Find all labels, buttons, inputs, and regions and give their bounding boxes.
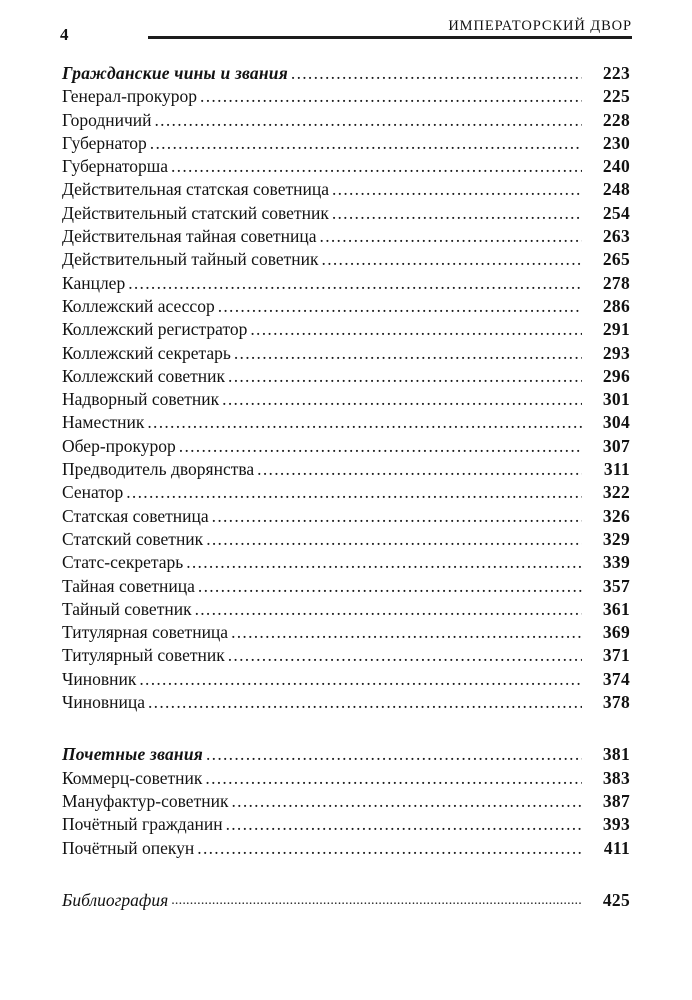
dot-leader [155, 109, 583, 132]
header-rule [148, 36, 632, 39]
toc-entry-title: Гражданские чины и звания [62, 63, 288, 83]
toc-entry-title: Действительный тайный советник [62, 249, 319, 270]
toc-entry-page-number: 228 [602, 109, 630, 130]
dot-leader [257, 458, 582, 481]
toc-entry-row[interactable] [62, 644, 630, 667]
toc-entry-title: Статс-секретарь [62, 552, 184, 573]
toc-entry-row[interactable] [62, 767, 630, 790]
dot-leader [234, 342, 582, 365]
toc-entry-page-number: 326 [602, 505, 630, 526]
dot-leader [128, 272, 582, 295]
toc-entry-page-number: 248 [602, 179, 630, 200]
dot-leader [186, 551, 582, 574]
dot-leader [231, 621, 582, 644]
toc-entry-row[interactable] [62, 132, 630, 155]
toc-entry-page-number: 278 [602, 272, 630, 293]
dot-leader [231, 790, 582, 813]
toc-entry-title: Статская советница [62, 505, 209, 526]
toc-entry-title: Мануфактур-советник [62, 790, 229, 811]
toc-entry-title: Действительная тайная советница [62, 226, 317, 247]
toc-entry-title: Коллежский секретарь [62, 342, 231, 363]
dot-leader [206, 528, 582, 551]
toc-entry-row[interactable] [62, 365, 630, 388]
dot-leader [206, 743, 582, 766]
toc-entry-row[interactable] [62, 272, 630, 295]
dot-leader [322, 248, 582, 271]
toc-entry-page-number: 329 [602, 528, 630, 549]
dot-leader [147, 411, 582, 434]
toc-entry-title: Наместник [62, 412, 145, 433]
toc-entry-title: Генерал-прокурор [62, 86, 198, 107]
toc-entry-page-number: 425 [602, 889, 630, 910]
toc-entry-row[interactable] [62, 248, 630, 271]
toc-entry-page-number: 293 [602, 342, 630, 363]
toc-entry-title: Сенатор [62, 482, 124, 503]
toc-entry-title: Предводитель дворянства [62, 459, 255, 480]
running-head [0, 18, 692, 50]
toc-entry-title: Действительная статская советница [62, 179, 329, 200]
toc-entry-page-number: 381 [602, 744, 630, 765]
dot-leader [212, 505, 582, 528]
toc-entry-title: Действительный статский советник [62, 202, 329, 223]
toc-entry-page-number: 265 [602, 249, 630, 270]
toc-entry-row[interactable] [62, 528, 630, 551]
toc-entry-title: Библиография [62, 889, 169, 910]
toc-entry-row[interactable] [62, 481, 630, 504]
dot-leader [226, 813, 582, 836]
dot-leader [200, 85, 582, 108]
toc-entry-title: Чиновник [62, 668, 137, 689]
toc-entry-row[interactable] [62, 155, 630, 178]
toc-entry-row[interactable] [62, 85, 630, 108]
dot-leader [150, 132, 582, 155]
toc-entry-row[interactable] [62, 813, 630, 836]
toc-entry-row[interactable] [62, 435, 630, 458]
toc-entry-title: Тайная советница [62, 575, 195, 596]
toc-entry-row[interactable] [62, 388, 630, 411]
toc-entry-title: Обер-прокурор [62, 435, 176, 456]
dot-leader [228, 644, 582, 667]
toc-entry-row[interactable] [62, 411, 630, 434]
toc-entry-page-number: 371 [602, 645, 630, 666]
toc-entry-page-number: 291 [602, 319, 630, 340]
dot-leader [179, 435, 582, 458]
dot-leader [250, 318, 582, 341]
toc-entry-page-number: 230 [602, 132, 630, 153]
toc-entry-page-number: 304 [602, 412, 630, 433]
toc-entry-page-number: 369 [602, 622, 630, 643]
toc-entry-title: Канцлер [62, 272, 126, 293]
dot-leader [197, 837, 582, 860]
dot-leader [291, 62, 582, 85]
toc-entry-page-number: 311 [603, 459, 630, 480]
toc-entry-page-number: 225 [602, 86, 630, 107]
dot-leader [205, 767, 582, 790]
dot-leader [171, 155, 582, 178]
toc-entry-title: Коммерц-советник [62, 767, 203, 788]
toc-entry-page-number: 411 [603, 837, 630, 858]
dot-leader [195, 598, 582, 621]
toc-entry-title: Коллежский регистратор [62, 319, 248, 340]
toc-entry-title: Губернаторша [62, 156, 168, 177]
toc-entry-page-number: 387 [602, 790, 630, 811]
toc-entry-title: Коллежский советник [62, 365, 226, 386]
dot-leader [139, 668, 582, 691]
toc-entry-page-number: 378 [602, 692, 630, 713]
toc-entry-title: Чиновница [62, 692, 145, 713]
toc-entry-page-number: 307 [602, 435, 630, 456]
dot-leader [218, 295, 582, 318]
toc-entry-page-number: 322 [602, 482, 630, 503]
toc-entry-page-number: 374 [602, 668, 630, 689]
toc-entry-page-number: 357 [602, 575, 630, 596]
dot-leader [228, 365, 582, 388]
toc-entry-page-number: 286 [602, 295, 630, 316]
toc-entry-title: Титулярная советница [62, 622, 229, 643]
dot-leader [148, 691, 582, 714]
dot-leader [332, 202, 582, 225]
toc-entry-row[interactable] [62, 551, 630, 574]
toc-entry-row[interactable] [62, 178, 630, 201]
toc-entry-row[interactable] [62, 575, 630, 598]
toc-entry-title: Почетные звания [62, 744, 203, 765]
toc-entry-page-number: 383 [602, 767, 630, 788]
toc-entry-row[interactable] [62, 668, 630, 691]
toc-section-row[interactable] [62, 62, 630, 85]
toc-entry-title: Почётный гражданин [62, 814, 223, 835]
dot-leader [222, 388, 582, 411]
dot-leader [171, 889, 582, 912]
toc-entry-row[interactable] [62, 458, 630, 481]
toc-entry-row[interactable] [62, 342, 630, 365]
table-of-contents [62, 62, 630, 912]
toc-entry-row[interactable] [62, 691, 630, 714]
dot-leader [320, 225, 582, 248]
toc-entry-page-number: 393 [602, 814, 630, 835]
toc-entry-row[interactable] [62, 621, 630, 644]
toc-entry-title: Губернатор [62, 132, 147, 153]
toc-entry-page-number: 254 [602, 202, 630, 223]
toc-entry-page-number: 223 [602, 63, 630, 83]
toc-entry-row[interactable] [62, 318, 630, 341]
toc-entry-title: Тайный советник [62, 598, 192, 619]
toc-entry-row[interactable] [62, 505, 630, 528]
toc-entry-page-number: 240 [602, 156, 630, 177]
page-number: 4 [60, 25, 69, 44]
toc-section-row[interactable] [62, 743, 630, 766]
toc-entry-title: Почётный опекун [62, 837, 195, 858]
dot-leader [126, 481, 582, 504]
toc-entry-page-number: 301 [602, 389, 630, 410]
toc-entry-page-number: 263 [602, 226, 630, 247]
toc-entry-title: Статский советник [62, 528, 204, 549]
toc-entry-page-number: 296 [602, 365, 630, 386]
toc-entry-title: Титулярный советник [62, 645, 225, 666]
toc-entry-title: Коллежский асессор [62, 295, 215, 316]
toc-entry-row[interactable] [62, 295, 630, 318]
toc-entry-page-number: 339 [602, 552, 630, 573]
toc-entry-title: Городничий [62, 109, 152, 130]
toc-entry-page-number: 361 [602, 598, 630, 619]
toc-entry-row[interactable] [62, 225, 630, 248]
toc-bibliography-row[interactable] [62, 889, 630, 912]
dot-leader [198, 575, 582, 598]
toc-entry-row[interactable] [62, 790, 630, 813]
dot-leader [332, 178, 582, 201]
toc-entry-row[interactable] [62, 598, 630, 621]
toc-entry-row[interactable] [62, 202, 630, 225]
toc-entry-title: Надворный советник [62, 389, 220, 410]
toc-entry-row[interactable] [62, 837, 630, 860]
running-head-title: ИМПЕРАТОРСКИЙ ДВОР [448, 18, 632, 34]
toc-entry-row[interactable] [62, 109, 630, 132]
